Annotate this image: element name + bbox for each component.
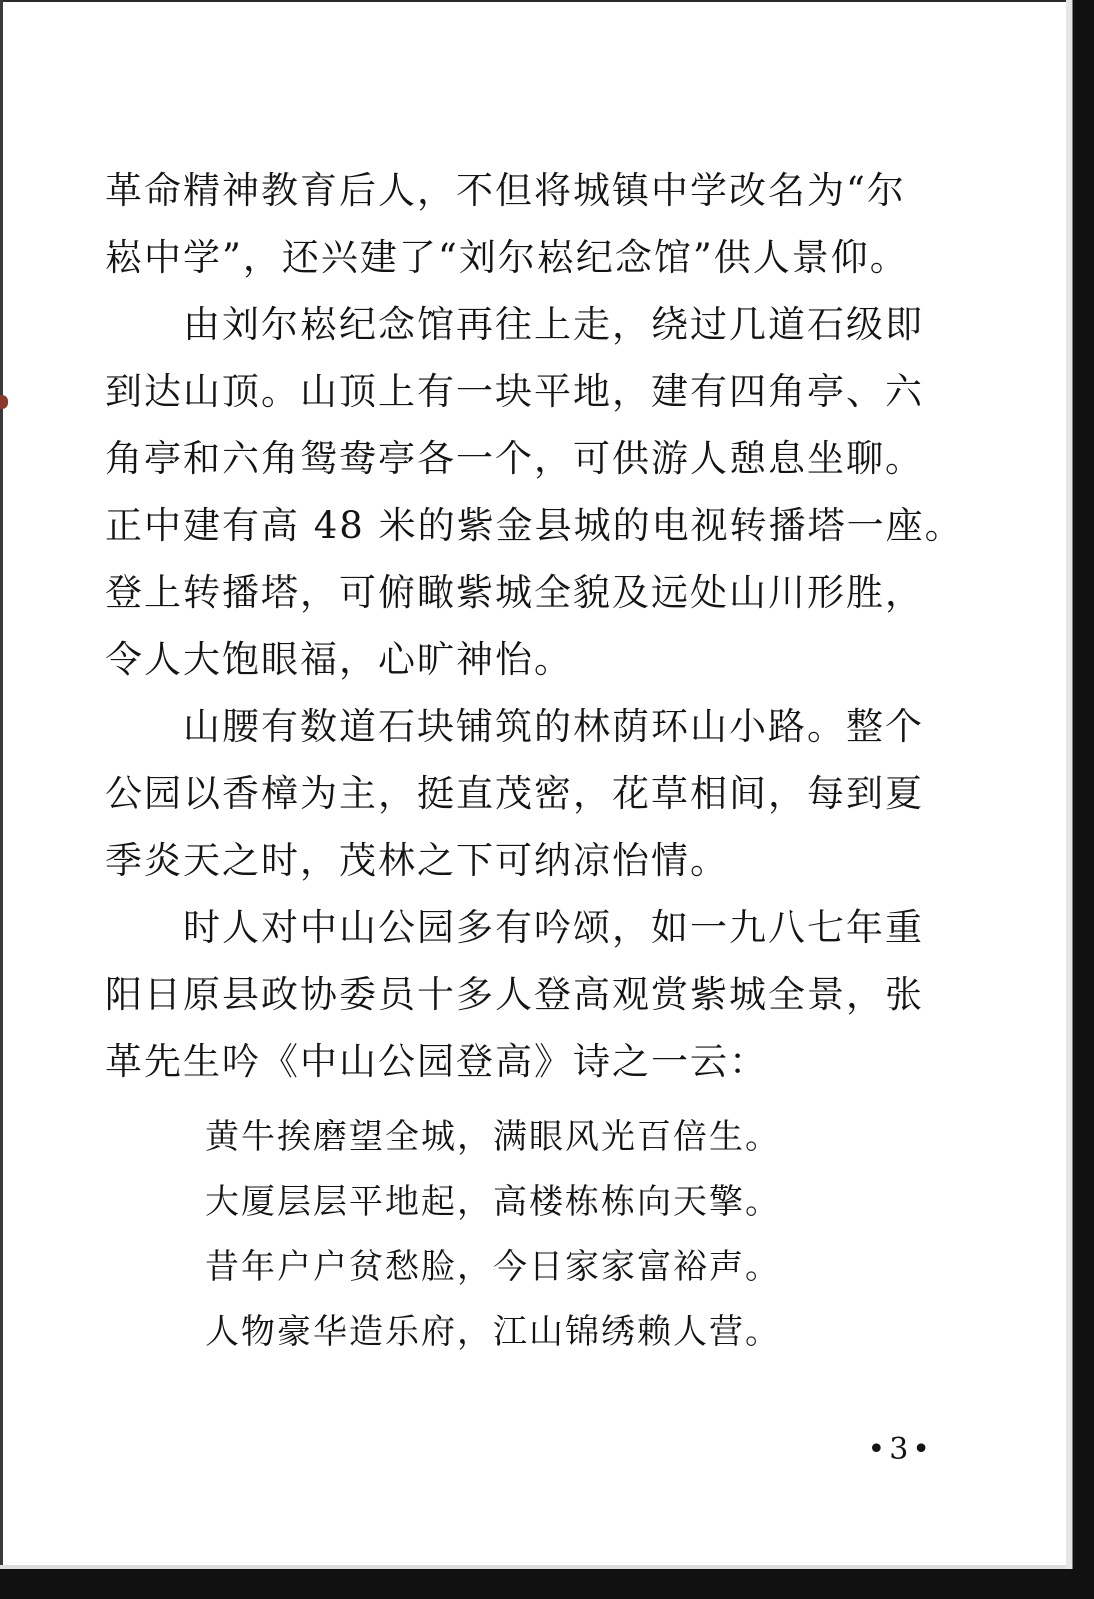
body-line: 山腰有数道石块铺筑的林荫环山小路。整个 xyxy=(105,705,924,748)
body-line: 革先生吟《中山公园登高》诗之一云： xyxy=(105,1040,768,1083)
poem-line: 黄牛挨磨望全城，满眼风光百倍生。 xyxy=(205,1117,781,1157)
poem-block xyxy=(205,1105,781,1365)
poem-line: 昔年户户贫愁脸，今日家家富裕声。 xyxy=(205,1247,781,1287)
body-line: 崧中学”，还兴建了“刘尔崧纪念馆”供人景仰。 xyxy=(105,236,909,279)
page-number: •3• xyxy=(867,1432,934,1467)
body-line: 到达山顶。山顶上有一块平地，建有四角亭、六 xyxy=(105,370,924,413)
scan-edge-top xyxy=(0,0,1094,2)
body-line: 季炎天之时，茂林之下可纳凉怡情。 xyxy=(105,839,729,882)
poem-line: 大厦层层平地起，高楼栋栋向天擎。 xyxy=(205,1182,781,1222)
poem-line: 人物豪华造乐府，江山锦绣赖人营。 xyxy=(205,1312,781,1352)
body-line: 登上转播塔，可俯瞰紫城全貌及远处山川形胜， xyxy=(105,571,924,614)
scan-margin-mark xyxy=(0,395,8,409)
body-line: 令人大饱眼福，心旷神怡。 xyxy=(105,638,573,681)
body-line: 由刘尔崧纪念馆再往上走，绕过几道石级即 xyxy=(105,303,924,346)
scan-edge-right xyxy=(1066,0,1094,1599)
scan-edge-bottom xyxy=(0,1569,1094,1599)
body-line: 时人对中山公园多有吟颂，如一九八七年重 xyxy=(105,906,924,949)
body-text xyxy=(105,157,964,1095)
scan-edge-left xyxy=(0,0,3,1599)
body-line: 革命精神教育后人，不但将城镇中学改名为“尔 xyxy=(105,169,906,212)
body-line: 正中建有高 48 米的紫金县城的电视转播塔一座。 xyxy=(105,504,964,547)
body-line: 阳日原县政协委员十多人登高观赏紫城全景，张 xyxy=(105,973,924,1016)
body-line: 公园以香樟为主，挺直茂密，花草相间，每到夏 xyxy=(105,772,924,815)
body-line: 角亭和六角鸳鸯亭各一个，可供游人憩息坐聊。 xyxy=(105,437,924,480)
